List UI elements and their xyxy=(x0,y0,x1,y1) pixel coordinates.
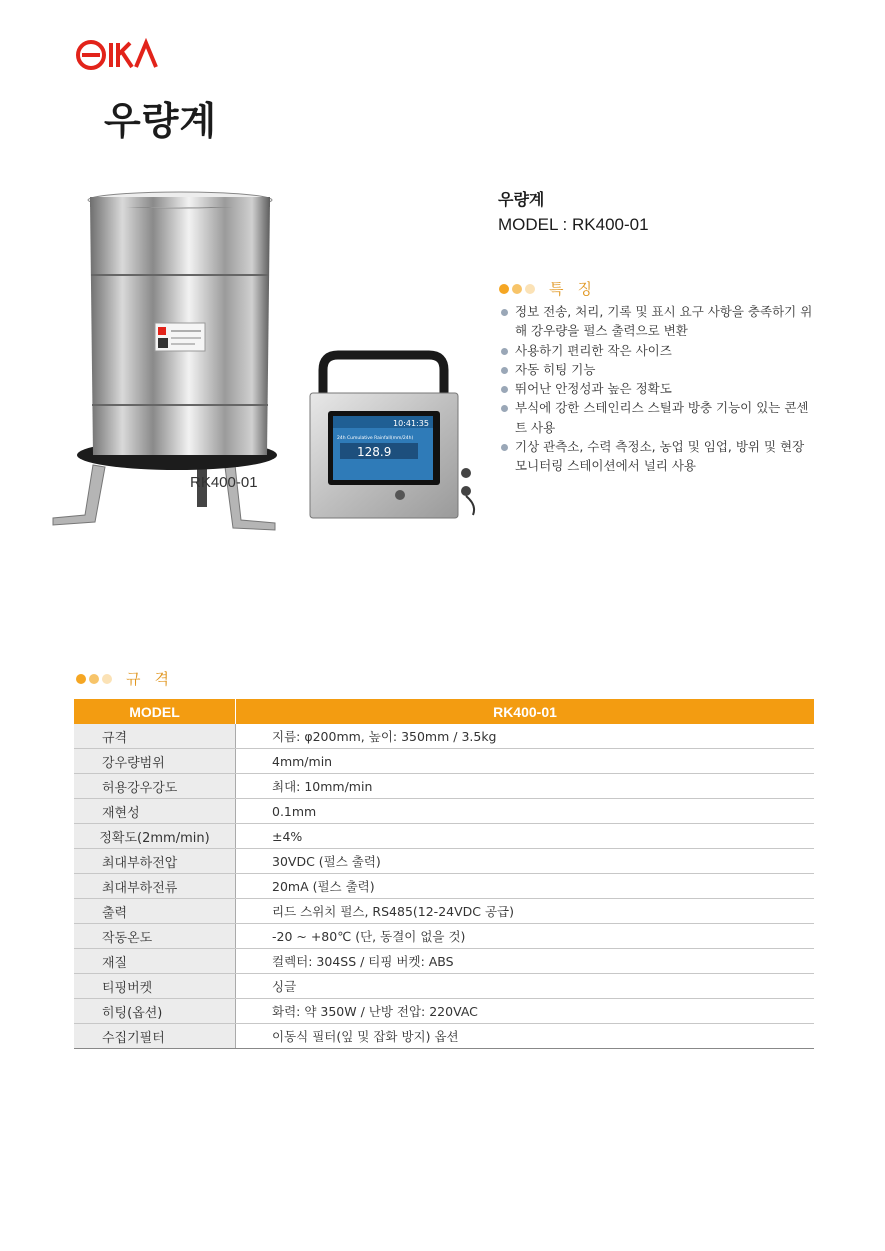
spec-value: ±4% xyxy=(236,824,815,849)
product-info xyxy=(498,188,838,238)
bullet-icon xyxy=(501,348,508,355)
spec-label: 티핑버켓 xyxy=(74,974,236,999)
spec-header-row xyxy=(74,699,814,724)
product-name: 우량계 xyxy=(498,190,545,209)
spec-value: 컬렉터: 304SS / 티핑 버켓: ABS xyxy=(236,949,815,974)
page-title: 우량계 xyxy=(104,99,218,143)
spec-value: 지름: φ200mm, 높이: 350mm / 3.5kg xyxy=(236,724,815,749)
spec-label: 작동온도 xyxy=(74,924,236,949)
spec-value: 4mm/min xyxy=(236,749,815,774)
spec-label: 정확도(2mm/min) xyxy=(74,824,236,849)
feature-item: 정보 전송, 처리, 기록 및 표시 요구 사항을 충족하기 위해 강우량을 펄스 출력으로 변환 xyxy=(500,302,820,341)
feature-item: 자동 히팅 기능 xyxy=(500,360,820,379)
product-photo xyxy=(45,175,485,550)
spec-label: 규격 xyxy=(74,724,236,749)
spec-table xyxy=(74,699,814,1049)
screen-reading: 128.9 xyxy=(357,445,392,459)
table-row xyxy=(74,974,814,999)
spec-value: 싱글 xyxy=(236,974,815,999)
spec-value: -20 ~ +80℃ (단, 동결이 없을 것) xyxy=(236,924,815,949)
spec-header-value: RK400-01 xyxy=(236,699,815,724)
table-row xyxy=(74,1024,814,1049)
feature-item: 부식에 강한 스테인리스 스틸과 방충 기능이 있는 콘센트 사용 xyxy=(500,398,820,437)
spec-label: 수집기필터 xyxy=(74,1024,236,1049)
spec-label: 최대부하전류 xyxy=(74,874,236,899)
bullet-icon xyxy=(501,367,508,374)
spec-label: 최대부하전압 xyxy=(74,849,236,874)
features-list xyxy=(500,302,820,476)
table-row xyxy=(74,799,814,824)
spec-header-model: MODEL xyxy=(74,699,236,724)
spec-label: 재현성 xyxy=(74,799,236,824)
table-row xyxy=(74,749,814,774)
table-row xyxy=(74,949,814,974)
bullet-icon xyxy=(501,405,508,412)
product-model: MODEL : RK400-01 xyxy=(498,215,649,234)
screen-time: 10:41:35 xyxy=(393,419,429,428)
spec-value: 리드 스위치 펄스, RS485(12-24VDC 공급) xyxy=(236,899,815,924)
table-row xyxy=(74,849,814,874)
bullet-icon xyxy=(501,444,508,451)
spec-label: 강우량범위 xyxy=(74,749,236,774)
photo-label: RK400-01 xyxy=(190,474,258,491)
feature-item: 뛰어난 안정성과 높은 정확도 xyxy=(500,379,820,398)
spec-label: 히팅(옵션) xyxy=(74,999,236,1024)
spec-value: 0.1mm xyxy=(236,799,815,824)
table-row xyxy=(74,824,814,849)
spec-label: 허용강우강도 xyxy=(74,774,236,799)
screen-caption: 24h Cumulative Rainfall(mm/24h) xyxy=(337,436,414,441)
spec-label: 재질 xyxy=(74,949,236,974)
spec-label: 출력 xyxy=(74,899,236,924)
table-row xyxy=(74,724,814,749)
table-row xyxy=(74,874,814,899)
bullet-icon xyxy=(501,386,508,393)
features-heading: 특징 xyxy=(499,278,606,299)
spec-value: 화력: 약 350W / 난방 전압: 220VAC xyxy=(236,999,815,1024)
bullet-icon xyxy=(501,309,508,316)
rika-logo xyxy=(76,38,166,72)
feature-item: 기상 관측소, 수력 측정소, 농업 및 임업, 방위 및 현장 모니터링 스테이션에서 널리 사용 xyxy=(500,437,820,476)
table-row xyxy=(74,774,814,799)
table-row xyxy=(74,899,814,924)
table-row xyxy=(74,999,814,1024)
spec-heading: 규격 xyxy=(76,668,183,689)
table-row xyxy=(74,924,814,949)
spec-value: 30VDC (펄스 출력) xyxy=(236,849,815,874)
heading-dots-icon xyxy=(499,284,535,294)
spec-value: 이동식 필터(잎 및 잡화 방지) 옵션 xyxy=(236,1024,815,1049)
feature-item: 사용하기 편리한 작은 사이즈 xyxy=(500,341,820,360)
spec-value: 20mA (펄스 출력) xyxy=(236,874,815,899)
spec-value: 최대: 10mm/min xyxy=(236,774,815,799)
heading-dots-icon xyxy=(76,674,112,684)
